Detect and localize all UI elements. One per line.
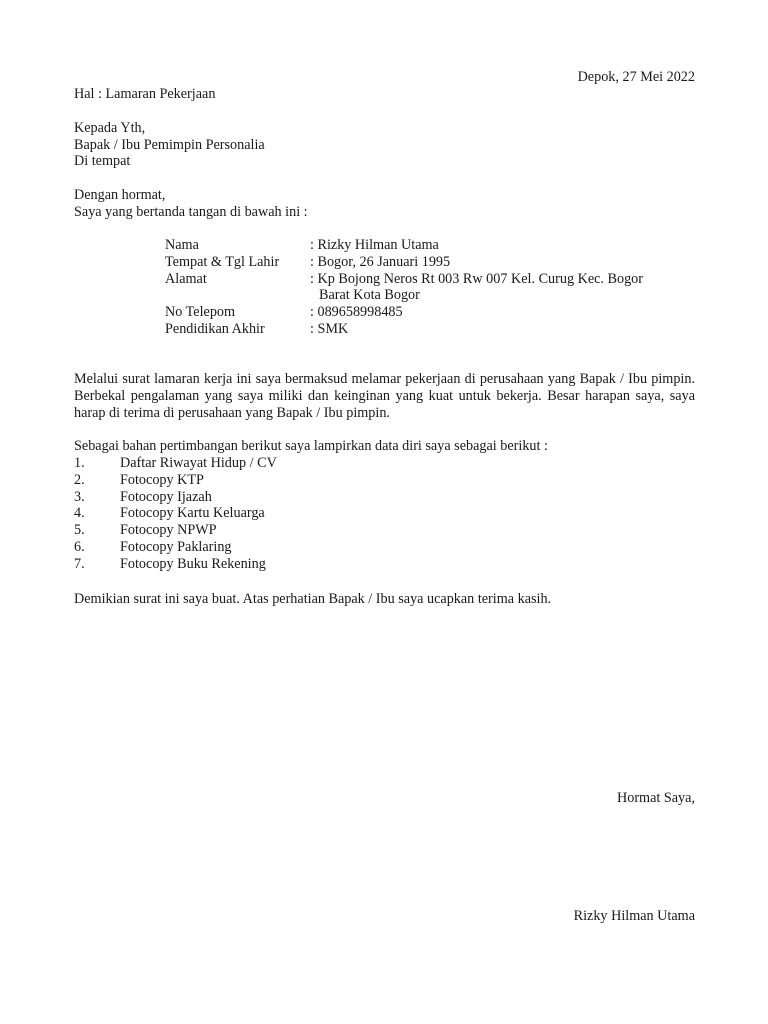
list-item bbox=[74, 556, 474, 573]
list-text: Fotocopy Buku Rekening bbox=[120, 555, 266, 572]
salutation: Dengan hormat, bbox=[74, 187, 166, 203]
attachments-list bbox=[74, 455, 474, 573]
list-item bbox=[74, 505, 474, 522]
place-date: Depok, 27 Mei 2022 bbox=[577, 69, 695, 85]
identity-row-address bbox=[165, 271, 695, 305]
identity-value-continuation: Barat Kota Bogor bbox=[319, 287, 420, 304]
list-text: Fotocopy NPWP bbox=[120, 522, 217, 539]
identity-label: Pendidikan Akhir bbox=[165, 320, 265, 337]
identity-block bbox=[165, 237, 695, 338]
letter-subject: Hal : Lamaran Pekerjaan bbox=[74, 86, 216, 102]
list-number: 1. bbox=[74, 455, 85, 471]
list-item bbox=[74, 522, 474, 539]
signatory-name: Rizky Hilman Utama bbox=[573, 908, 695, 924]
list-text: Fotocopy Paklaring bbox=[120, 538, 232, 555]
list-item bbox=[74, 539, 474, 556]
identity-value: : SMK bbox=[310, 320, 349, 337]
identity-row-name bbox=[165, 237, 695, 254]
list-number: 4. bbox=[74, 505, 85, 522]
list-item bbox=[74, 489, 474, 506]
list-text: Fotocopy Ijazah bbox=[120, 488, 212, 505]
identity-value: : 089658998485 bbox=[310, 304, 403, 321]
identity-value: : Kp Bojong Neros Rt 003 Rw 007 Kel. Curug Kec. Bogor bbox=[310, 270, 643, 287]
list-number: 7. bbox=[74, 555, 85, 572]
identity-value: : Rizky Hilman Utama bbox=[310, 237, 439, 253]
body-paragraph: Melalui surat lamaran kerja ini saya bermaksud melamar pekerjaan di perusahaan yang Bapak / Ibu pimpin. Berbekal pengalaman yang saya miliki dan keinginan yang kuat untuk bekerja. Besar harapan saya, saya harap di terima di perusahaan yang Bapak / Ibu pimpin. bbox=[74, 371, 695, 421]
closing-paragraph: Demikian surat ini saya buat. Atas perhatian Bapak / Ibu saya ucapkan terima kasih. bbox=[74, 591, 552, 607]
identity-label: Tempat & Tgl Lahir bbox=[165, 253, 280, 270]
identity-value: : Bogor, 26 Januari 1995 bbox=[310, 253, 451, 270]
intro-sentence: Saya yang bertanda tangan di bawah ini : bbox=[74, 204, 308, 220]
identity-label: No Telepom bbox=[165, 304, 236, 321]
list-text: Fotocopy KTP bbox=[120, 471, 204, 488]
list-number: 2. bbox=[74, 471, 85, 488]
list-number: 5. bbox=[74, 522, 85, 539]
recipient-line-1: Kepada Yth, bbox=[74, 120, 146, 136]
identity-row-phone bbox=[165, 304, 695, 321]
signoff: Hormat Saya, bbox=[616, 790, 695, 806]
list-text: Fotocopy Kartu Keluarga bbox=[120, 505, 265, 522]
list-text: Daftar Riwayat Hidup / CV bbox=[120, 455, 277, 471]
identity-row-education bbox=[165, 321, 695, 338]
identity-label: Nama bbox=[165, 237, 199, 253]
identity-row-birth bbox=[165, 254, 695, 271]
list-item bbox=[74, 472, 474, 489]
attachments-intro: Sebagai bahan pertimbangan berikut saya lampirkan data diri saya sebagai berikut : bbox=[74, 438, 548, 454]
list-number: 3. bbox=[74, 488, 85, 505]
list-item bbox=[74, 455, 474, 472]
recipient-line-2: Bapak / Ibu Pemimpin Personalia bbox=[74, 137, 265, 153]
list-number: 6. bbox=[74, 538, 85, 555]
identity-label: Alamat bbox=[165, 270, 207, 287]
recipient-line-3: Di tempat bbox=[74, 153, 131, 169]
